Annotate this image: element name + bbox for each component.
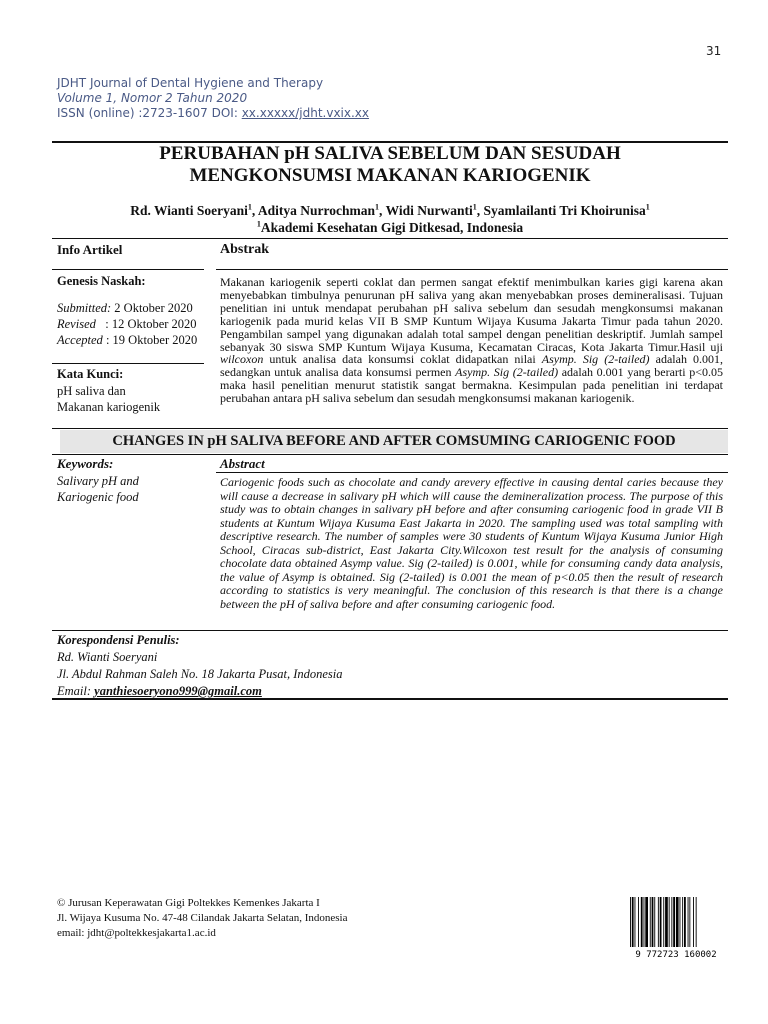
- abstrak-part: adalah 0.001, sedangkan untuk analisa data konsumsi permen: [220, 352, 723, 380]
- keywords-top-rule: [52, 454, 728, 455]
- submitted-line: [57, 300, 193, 316]
- correspondence-address: Jl. Abdul Rahman Saleh No. 18 Jakarta Pusat, Indonesia: [57, 667, 343, 681]
- author-sup: 1: [247, 202, 252, 212]
- author: Rd. Wianti Soeryani: [130, 203, 248, 218]
- author-sup: 1: [645, 202, 650, 212]
- footer: [57, 896, 347, 941]
- title-line-1: PERUBAHAN pH SALIVA SEBELUM DAN SESUDAH: [159, 143, 621, 164]
- keywords-header: Keywords:: [57, 456, 114, 471]
- abstrak-italic: Asymp. Sig (2-tailed): [541, 352, 650, 367]
- abstrak-part: untuk analisa data konsumsi coklat didapatkan nilai: [263, 352, 542, 367]
- submitted-date: 2 Oktober 2020: [111, 301, 193, 315]
- doi-link[interactable]: xx.xxxxx/jdht.vxix.xx: [241, 106, 370, 120]
- issn-text: ISSN (online) :2723-1607 DOI:: [57, 106, 242, 120]
- abstract-header: Abstract: [220, 456, 265, 471]
- journal-name: JDHT Journal of Dental Hygiene and Therapy: [57, 76, 324, 90]
- footer-line-2: Jl. Wijaya Kusuma No. 47-48 Cilandak Jakarta Selatan, Indonesia: [57, 912, 348, 924]
- correspondence: [57, 632, 343, 700]
- kata-kunci-1: pH saliva dan: [57, 384, 126, 398]
- affiliation-text: Akademi Kesehatan Gigi Ditkesad, Indonesia: [260, 220, 524, 235]
- abstrak-part: Makanan kariogenik seperti coklat dan permen sangat efektif menimbulkan karies gigi karena akan menyebabkan timbulnya penurunan pH saliva yang akan menyebabkan proses demineralisasi. Tujuan penelitian ini untuk mendapat perubahan pH saliva sebelum dan sesudah mengkonsumsi makanan kariogenik pada murid kelas VII B SMP Kuntum Wijaya Kusuma Jakarta Timur pada tahun 2020. Pengambilan sampel yang digunakan adalah total sampel dengan penelitian deskriptif. Jumlah sampel sebanyak 30 siswa SMP Kuntum Wijaya Kusuma, Kecamatan Ciracas, Kota Jakarta Timur.Hasil uji: [220, 275, 723, 354]
- keyword-2: Kariogenic food: [57, 490, 139, 504]
- journal-header: [57, 76, 369, 121]
- author-sup: 1: [472, 202, 477, 212]
- english-title-rule: [52, 428, 728, 429]
- info-rule: [52, 269, 204, 270]
- english-title: CHANGES IN pH SALIVA BEFORE AND AFTER COMSUMING CARIOGENIC FOOD: [60, 430, 728, 453]
- keyword-1: Salivary pH and: [57, 474, 139, 488]
- author-list: Rd. Wianti Soeryani$^1$, Aditya Nurrochman$^1$, Widi Nurwanti$^1$, Syamlailanti Tri Khoirunisa$^1$: [130, 202, 650, 218]
- abstrak-italic: wilcoxon: [220, 352, 264, 367]
- abstrak-rule: [216, 269, 728, 270]
- issn-barcode: [628, 897, 724, 959]
- accepted-date: : 19 Oktober 2020: [102, 333, 198, 347]
- journal-volume: Volume 1, Nomor 2 Tahun 2020: [57, 91, 248, 105]
- correspondence-name: Rd. Wianti Soeryani: [57, 650, 158, 664]
- journal-issn: [57, 106, 369, 121]
- correspondence-email[interactable]: yanthiesoeryono999@gmail.com: [94, 684, 262, 698]
- revised-date: : 12 Oktober 2020: [95, 317, 197, 331]
- revised-line: [57, 316, 197, 332]
- affiliation: [52, 220, 728, 236]
- kata-kunci-label: Kata Kunci:: [57, 367, 124, 381]
- author-sup: 1: [375, 202, 380, 212]
- barcode-number: 9 772723 160002: [635, 950, 717, 959]
- footer-line-1: © Jurusan Keperawatan Gigi Poltekkes Kemenkes Jakarta I: [57, 897, 320, 909]
- abstract-rule: [216, 472, 728, 473]
- genesis-label: Genesis Naskah:: [57, 274, 146, 288]
- footer-line-3: email: jdht@poltekkesjakarta1.ac.id: [57, 927, 216, 939]
- info-artikel-header: Info Artikel: [57, 242, 123, 257]
- correspondence-header: Korespondensi Penulis:: [57, 633, 180, 647]
- kata-kunci-2: Makanan kariogenik: [57, 400, 161, 414]
- abstract-body: Cariogenic foods such as chocolate and candy arevery effective in causing dental caries because they will cause a decrease in salivary pH which will cause the demineralization process. The purpose of this study was to obtain changes in salivary pH before and after consuming cariogenic food in grade VII B students at Kuntum Wijaya Kusuma East Jakarta in 2020. The sampling used was total sampling with descriptive research. The number of samples were 30 students of Kuntum Wijaya Kusuma Junior High School, Ciracas sub-district, East Jakarta City.Wilcoxon test result for the analysis of consuming chocolate data obtained Asymp value. Sig (2-tailed) is 0.001, while for consuming candy data analysis, the value of Asymp is obtained. Sig (2-tailed) is 0.001 the mean of p<0.05 then the result of research according to statistics is very meaningful. The conclusion of this research is that there is a change between the pH of saliva before and after consuming cariogenic food.: [220, 475, 723, 611]
- title-line-2: MENGKONSUMSI MAKANAN KARIOGENIK: [189, 165, 591, 186]
- email-label: Email:: [57, 684, 95, 698]
- author: Syamlailanti Tri Khoirunisa: [483, 203, 646, 218]
- revised-label: Revised: [57, 317, 96, 331]
- affiliation-sup: 1: [256, 219, 261, 229]
- abstrak-body: [220, 276, 723, 405]
- correspondence-rule: [52, 630, 728, 631]
- abstrak-part: adalah 0.001 yang berarti p<0.05 maka hasil penelitian menurut statistik sangat bermakna. Kesimpulan pada penelitian ini terdapat perubahan antara pH saliva sebelum dan sesudah mengkonsumsi makanan kariogenik.: [220, 365, 724, 406]
- accepted-label: Accepted: [57, 333, 103, 347]
- submitted-label: Submitted:: [57, 301, 112, 315]
- abstrak-header: Abstrak: [220, 242, 270, 257]
- section-rule: [52, 238, 728, 239]
- kata-kunci-rule: [52, 363, 204, 364]
- author: Widi Nurwanti: [385, 203, 473, 218]
- author: Aditya Nurrochman: [257, 203, 376, 218]
- barcode-bars: [630, 897, 697, 947]
- page-number: 31: [706, 44, 722, 58]
- correspondence-bottom-rule: [52, 698, 728, 700]
- accepted-line: [57, 332, 197, 348]
- paper-title: [52, 143, 728, 187]
- abstrak-italic: Asymp. Sig (2-tailed): [455, 365, 559, 380]
